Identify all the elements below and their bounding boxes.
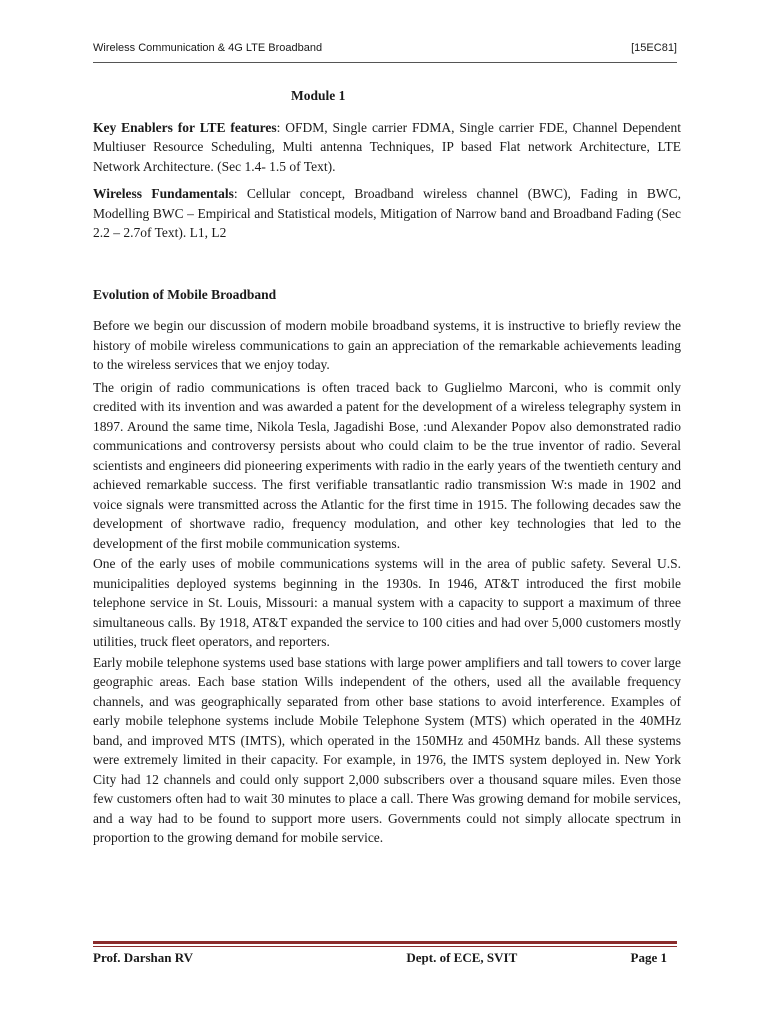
wireless-fundamentals-paragraph [93, 184, 681, 243]
body-paragraph-1: Before we begin our discussion of modern mobile broadband systems, it is instructive to briefly review the history of mobile wireless communications to gain an appreciation of the remarkable achievements leading to the wireless services that we enjoy today. [93, 318, 681, 372]
wireless-fundamentals-label: Wireless Fundamentals [93, 186, 234, 201]
section-title: Evolution of Mobile Broadband [93, 286, 277, 302]
wireless-fundamentals-text: : Cellular concept, Broadband wireless channel (BWC), Fading in BWC, Modelling BWC – Empirical and Statistical models, Mitigation of Narrow band and Broadband Fading (Sec 2.2 – 2.7of Text). L1, L2 [93, 186, 682, 240]
page-header [93, 42, 677, 54]
body-paragraph-2: The origin of radio communications is often traced back to Guglielmo Marconi, who is commit only credited with its invention and was awarded a patent for the development of a wireless telegraphy system in 1897. Around the same time, Nikola Tesla, Jagadishi Bose, :und Alexander Popov also demonstrated radio communications and controversy persists about who could claim to be the true inventor of radio. Several scientists and engineers did pioneering experiments with radio in the early years of the twentieth century and achieved remarkable success. The first verifiable transatlantic radio transmission W:s made in 1902 and voice signals were transmitted across the Atlantic for the first time in 1915. The following decades saw the development of shortwave radio, frequency modulation, and other key technologies that led to the development of the first mobile communication systems. [93, 379, 681, 551]
key-enablers-label: Key Enablers for LTE features [93, 119, 277, 135]
footer-page-number: Page 1 [630, 950, 667, 965]
body-paragraph-4: Early mobile telephone systems used base stations with large power amplifiers and tall towers to cover large geographic areas. Each base station Wills independent of the others, used all the available frequency channels, and was geographically separated from other base stations to avoid interference. Examples of early mobile telephone systems include Mobile Telephone System (MTS) which operated in the 40MHz band, and improved MTS (IMTS), which operated in the 150MHz and 450MHz bands. All these systems were extremely limited in their capacity. For example, in 1976, the IMTS system deployed in. New York City had 12 channels and could only support 2,000 subscribers over a thousand square miles. Even those few customers often had to wait 30 minutes to place a call. There Was growing demand for mobile services, and a way had to be found to support more users. Governments could not simply allocate spectrum in proportion to the growing demand for mobile service. [93, 654, 681, 845]
header-course-code: [15EC81] [631, 42, 677, 54]
footer-author: Prof. Darshan RV [93, 950, 194, 965]
header-title: Wireless Communication & 4G LTE Broadband [93, 42, 323, 54]
footer-divider-thin [93, 946, 677, 947]
page-content [93, 86, 681, 849]
module-title: Module 1 [291, 88, 346, 103]
body-paragraph-3: One of the early uses of mobile communications systems will in the area of public safety. Several U.S. municipalities deployed systems beginning in the 1930s. In 1946, AT&T introduced the first mobile telephone service in St. Louis, Missouri: a manual system with a capacity to support a maximum of three simultaneous calls. By 1918, AT&T expanded the service to 100 cities and had over 5,000 customers mostly utilities, truck fleet operators, and reporters. [93, 556, 681, 649]
footer-department: Dept. of ECE, SVIT [406, 950, 518, 965]
key-enablers-text: : OFDM, Single carrier FDMA, Single carrier FDE, Channel Dependent Multiuser Resource Scheduling, Multi antenna Techniques, IP based Flat network Architecture, LTE Network Architecture. (Sec 1.4- 1.5 of Text). [93, 119, 681, 174]
key-enablers-paragraph [93, 118, 681, 177]
page-footer [93, 950, 677, 966]
header-divider [93, 62, 677, 63]
footer-divider-thick [93, 941, 677, 944]
